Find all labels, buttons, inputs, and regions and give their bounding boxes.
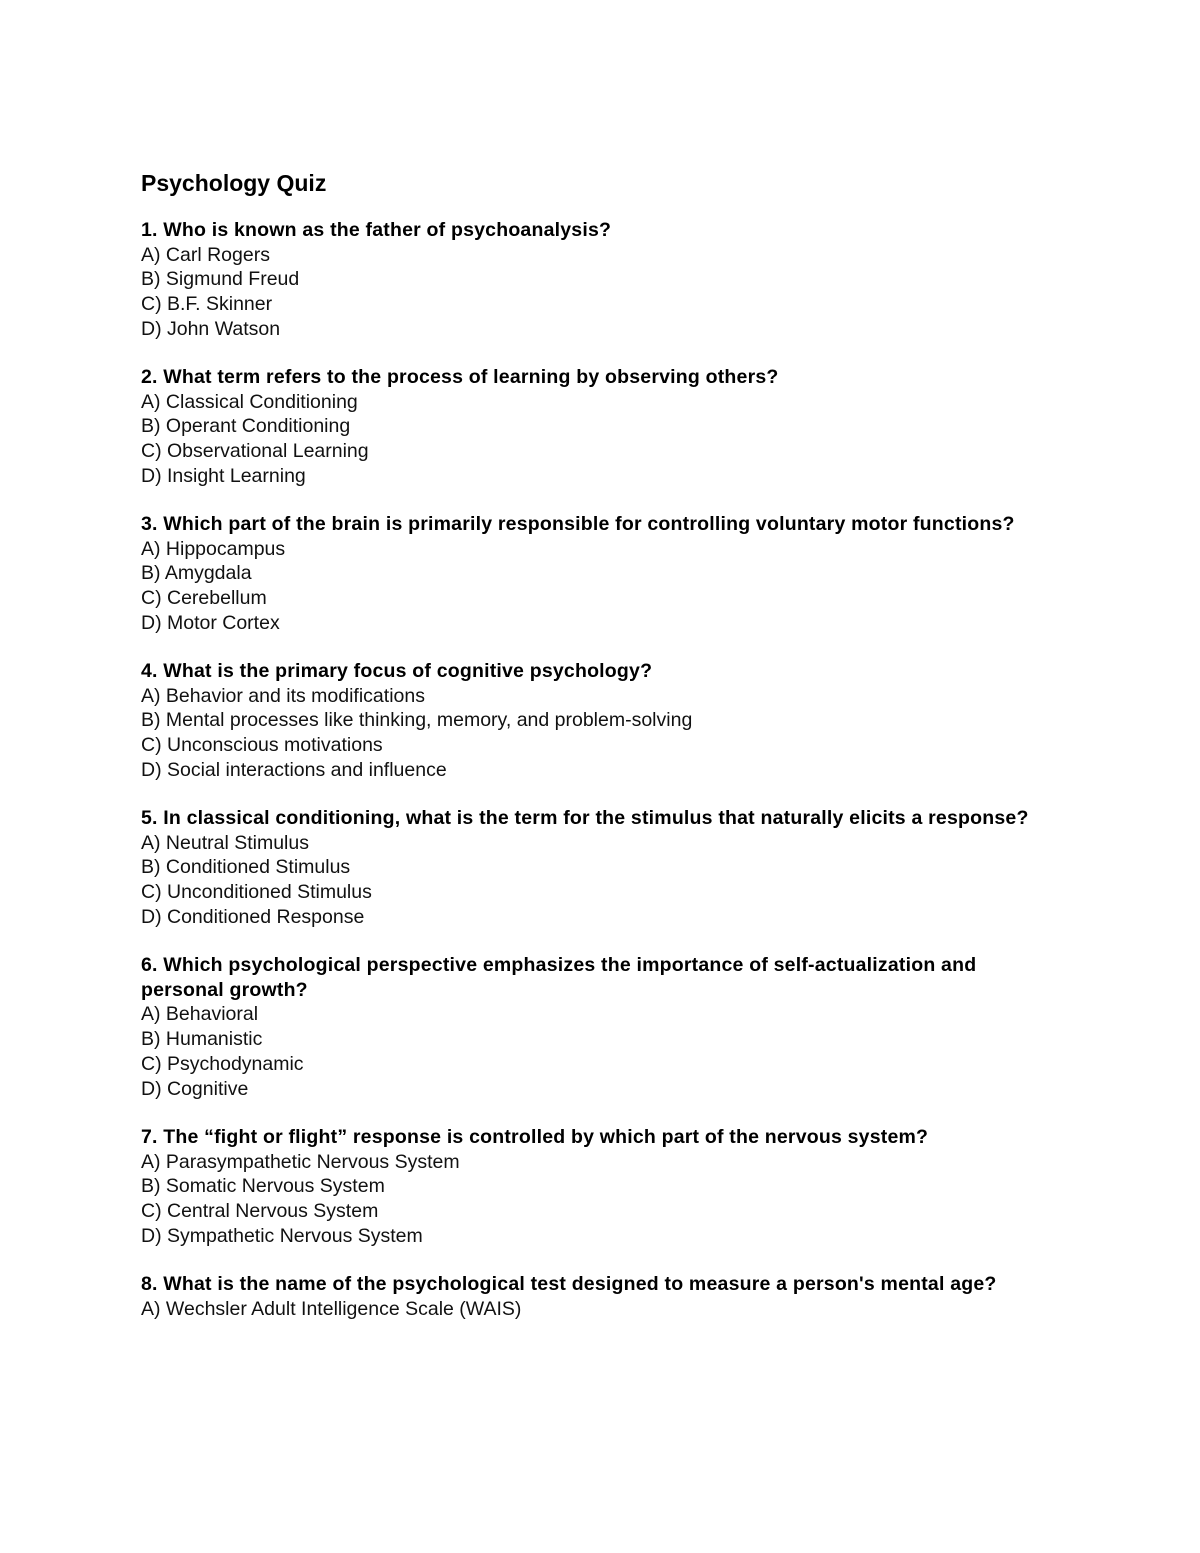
answer-option: D) Conditioned Response bbox=[141, 905, 365, 928]
answer-option: B) Operant Conditioning bbox=[141, 415, 351, 438]
answer-option: B) Amygdala bbox=[141, 562, 252, 585]
answer-option: B) Humanistic bbox=[141, 1028, 263, 1051]
question-2 bbox=[141, 365, 1061, 489]
answer-option: C) Observational Learning bbox=[141, 440, 369, 463]
answer-options bbox=[141, 1002, 1061, 1101]
answer-option: A) Neutral Stimulus bbox=[141, 831, 309, 854]
question-text: 1. Who is known as the father of psychoanalysis? bbox=[141, 219, 612, 241]
answer-option: C) Cerebellum bbox=[141, 587, 267, 610]
answer-option: A) Carl Rogers bbox=[141, 243, 270, 266]
answer-options bbox=[141, 243, 1061, 342]
question-text: 6. Which psychological perspective emphasizes the importance of self-actualization and personal growth? bbox=[141, 954, 977, 1001]
question-5 bbox=[141, 806, 1061, 930]
answer-option: A) Behavioral bbox=[141, 1003, 259, 1026]
answer-option: B) Sigmund Freud bbox=[141, 268, 300, 291]
answer-option: A) Behavior and its modifications bbox=[141, 684, 425, 707]
answer-options bbox=[141, 1297, 1061, 1322]
question-3 bbox=[141, 512, 1061, 636]
answer-options bbox=[141, 831, 1061, 930]
answer-option: D) Cognitive bbox=[141, 1077, 249, 1100]
answer-option: A) Classical Conditioning bbox=[141, 390, 358, 413]
question-6 bbox=[141, 953, 1061, 1101]
answer-option: D) Social interactions and influence bbox=[141, 758, 447, 781]
question-7 bbox=[141, 1125, 1061, 1249]
question-text: 2. What term refers to the process of learning by observing others? bbox=[141, 366, 779, 389]
question-text: 8. What is the name of the psychological test designed to measure a person's mental age? bbox=[141, 1272, 997, 1295]
answer-option: C) Psychodynamic bbox=[141, 1052, 304, 1075]
answer-option: C) Unconditioned Stimulus bbox=[141, 881, 372, 904]
answer-option: C) Unconscious motivations bbox=[141, 734, 383, 757]
answer-options bbox=[141, 537, 1061, 636]
question-text: 7. The “fight or flight” response is controlled by which part of the nervous system? bbox=[141, 1125, 929, 1148]
answer-option: D) Insight Learning bbox=[141, 464, 306, 487]
answer-options bbox=[141, 390, 1061, 489]
answer-options bbox=[141, 1150, 1061, 1249]
answer-option: A) Hippocampus bbox=[141, 537, 286, 560]
answer-option: C) B.F. Skinner bbox=[141, 293, 273, 316]
page-title: Psychology Quiz bbox=[141, 170, 327, 196]
answer-option: A) Parasympathetic Nervous System bbox=[141, 1150, 460, 1173]
question-text: 3. Which part of the brain is primarily responsible for controlling voluntary motor functions? bbox=[141, 513, 1015, 536]
question-text: 4. What is the primary focus of cognitive psychology? bbox=[141, 660, 653, 683]
question-text: 5. In classical conditioning, what is the term for the stimulus that naturally elicits a response? bbox=[141, 807, 1029, 830]
question-8 bbox=[141, 1272, 1061, 1321]
answer-option: D) Motor Cortex bbox=[141, 611, 280, 634]
answer-option: D) Sympathetic Nervous System bbox=[141, 1224, 423, 1247]
quiz-page bbox=[141, 166, 1061, 1345]
question-1 bbox=[141, 218, 1061, 342]
question-4 bbox=[141, 659, 1061, 783]
answer-option: C) Central Nervous System bbox=[141, 1199, 379, 1222]
answer-option: B) Conditioned Stimulus bbox=[141, 856, 351, 879]
answer-option: D) John Watson bbox=[141, 317, 281, 340]
answer-options bbox=[141, 684, 1061, 783]
answer-option: A) Wechsler Adult Intelligence Scale (WAIS) bbox=[141, 1297, 522, 1320]
answer-option: B) Mental processes like thinking, memory, and problem-solving bbox=[141, 709, 693, 732]
answer-option: B) Somatic Nervous System bbox=[141, 1175, 385, 1198]
